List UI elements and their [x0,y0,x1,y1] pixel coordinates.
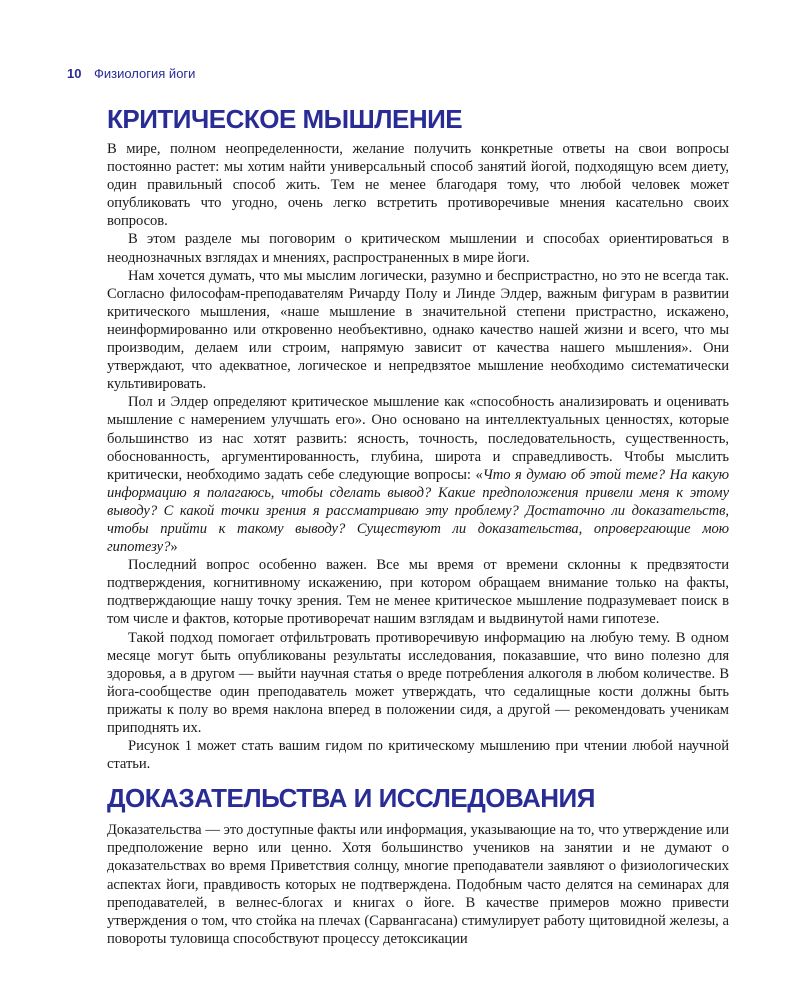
paragraph [107,393,729,556]
section-heading-critical-thinking: КРИТИЧЕСКОЕ МЫШЛЕНИЕ [107,104,463,134]
closing-quote: » [170,539,178,556]
italic-questions: Что я думаю об этой теме? На какую информацию я полагаюсь, чтобы сделать вывод? Какие предположения привели меня к этому выводу? С какой точки зрения я рассматриваю эту проблему? Достаточно ли доказательств, чтобы прийти к такому выводу? Существуют ли доказательства, опровергающие мою гипотезу? [107,466,729,556]
paragraph: Последний вопрос особенно важен. Все мы время от времени склонны к предвзятости подтверждения, когнитивному искажению, при котором обращаем внимание только на факты, подтверждающие нашу точку зрения. Тем не менее критическое мышление подразумевает поиск в том числе и фактов, которые противоречат нашим взглядам и выдвинутой нами гипотезе. [107,557,729,628]
paragraph: В мире, полном неопределенности, желание получить конкретные ответы на свои вопросы постоянно растет: мы хотим найти универсальный способ занятий йогой, подходящую всем диету, один правильный способ жить. Тем не менее благодаря тому, что любой человек может опубликовать что угодно, очень легко встретить противоречивые мнения касательно своих вопросов. [107,141,729,230]
paragraph: Доказательства — это доступные факты или информация, указывающие на то, что утверждение или предположение верно или ценно. Хотя большинство учеников на занятии и не думают о доказательствах во время Приветствия солнцу, многие преподаватели заявляют о физиологических аспектах йоги, правдивость которых не подтверждена. Подобным часто делятся на семинарах для преподавателей, в велнес-блогах и книгах о йоге. В качестве примеров можно привести утверждения о том, что стойка на плечах (Сарвангасана) стимулирует работу щитовидной железы, а повороты туловища способствуют процессу детоксикации [107,822,729,947]
paragraph-text: Пол и Элдер определяют критическое мышление как «способность анализировать и оценивать мышление с намерением улучшать его». Оно основано на интеллектуальных ценностях, которые большинство из нас хотят развить: ясность, точность, последовательность, существенность, обоснованность, аргументированность, глубина, широта и справедливость. Чтобы мыслить критически, необходимо задать себе следующие вопросы: « [107,394,729,483]
paragraph: Нам хочется думать, что мы мыслим логически, разумно и беспристрастно, но это не всегда так. Согласно философам-преподавателям Ричарду Полу и Линде Элдер, важным фигурам в развитии критического мышления, «наше мышление в значительной степени пристрастно, искажено, неинформированно или откровенно необъективно, однако качество нашей жизни и всего, что мы производим, делаем или строим, напрямую зависит от качества нашего мышления». Они утверждают, что адекватное, логическое и непредвзятое мышление необходимо систематически культивировать. [107,267,729,393]
section-heading-evidence-research: ДОКАЗАТЕЛЬСТВА И ИССЛЕДОВАНИЯ [107,783,595,814]
paragraph: Такой подход помогает отфильтровать противоречивую информацию на любую тему. В одном месяце могут быть опубликованы результаты исследования, показавшие, что вино полезно для здоровья, а в другом — выйти научная статья о вреде потребления алкоголя в любом количестве. В йога-сообществе один преподаватель может утверждать, что седалищные кости должны быть прижаты к полу во время наклона вперед в положении сидя, а другой — рекомендовать ученикам приподнять их. [107,629,729,736]
running-title: Физиология йоги [94,66,196,81]
page-number: 10 [67,66,82,81]
page-content [107,98,729,948]
paragraph: Рисунок 1 может стать вашим гидом по критическому мышлению при чтении любой научной статьи. [107,738,729,773]
paragraph: В этом разделе мы поговорим о критическом мышлении и способах ориентироваться в неоднозначных взглядах и мнениях, распространенных в мире йоги. [107,231,729,266]
